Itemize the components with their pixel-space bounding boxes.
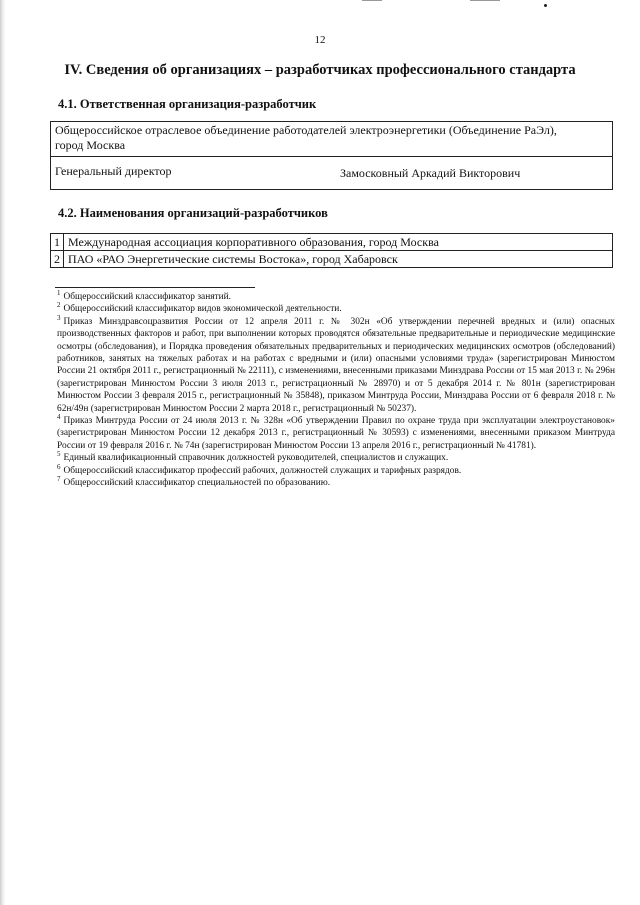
footnote-separator <box>55 287 255 288</box>
footnote-mark: 6 <box>57 462 61 471</box>
footnote-text: Единый квалификационный справочник должностей руководителей, специалистов и служащих. <box>63 453 449 464</box>
footnote-text: Приказ Минздравсоцразвития России от 12 апреля 2011 г. № 302н «Об утверждении перечней вредных и (или) опасных производственных факторов и работ, при выполнении которых проводятся обязательные предварительные и периодические медицинские осмотры (обследования), и Порядка проведения обязательных предварительных и периодических медицинских осмотров (обследований) работников, занятых на тяжелых работах и на работах с вредными и (или) опасными условиями труда» (зарегистрирован Минюстом России 21 октября 2011 г., регистрационный № 22111), с изменениями, внесенными приказами Минздрава России от 15 мая 2013 г. № 296н (зарегистрирован Минюстом России 3 июля 2013 г., регистрационный № 28970) и от 5 декабря 2014 г. № 801н (зарегистрирован Минюстом России 3 февраля 2015 г., регистрационный № 35848), приказом Минтруда России, Минздрава России от 6 февраля 2018 г. № 62н/49н (зарегистрирован Минюстом России 2 марта 2018 г., регистрационный № 50237). <box>57 316 615 414</box>
responsible-org-name <box>55 123 611 153</box>
footnote <box>57 474 615 489</box>
footnote <box>57 303 615 315</box>
footnotes <box>57 288 615 490</box>
footnote-mark: 7 <box>57 474 61 483</box>
scan-edge-shadow <box>0 0 6 905</box>
scan-speck <box>544 4 547 7</box>
org-name: ПАО «РАО Энергетические системы Востока», город Хабаровск <box>64 251 613 268</box>
scan-mark <box>362 0 382 1</box>
table-row <box>51 251 613 268</box>
page-number: 12 <box>314 34 326 46</box>
footnote <box>57 452 615 464</box>
org-name-line-2: город Москва <box>55 138 126 152</box>
footnote-text: Приказ Минтруда России от 24 июля 2013 г. № 328н «Об утверждении Правил по охране труда при эксплуатации электроустановок» (зарегистрирован Минюстом России 12 декабря 2013 г., регистрационный № 30593) с изменениями, внесенными приказом Минтруда России от 19 февраля 2016 г. № 74н (зарегистрирован Минюстом России 13 апреля 2016 г., регистрационный № 41781). <box>57 416 615 451</box>
footnote <box>57 462 615 477</box>
footnote <box>57 313 615 415</box>
row-number: 2 <box>51 251 64 268</box>
org-name-line-1: Общероссийское отраслевое объединение работодателей электроэнергетики (Объединение РаЭл), <box>55 123 557 137</box>
footnote-mark: 5 <box>57 450 61 459</box>
footnote-mark: 3 <box>57 313 61 322</box>
director-name: Замосковный Аркадий Викторович <box>340 166 521 180</box>
section-title: IV. Сведения об организациях – разработчиках профессионального стандарта <box>64 62 576 78</box>
footnote-mark: 4 <box>57 412 61 421</box>
footnote-mark: 1 <box>57 288 61 297</box>
org-name: Международная ассоциация корпоративного образования, город Москва <box>64 234 613 251</box>
footnote-mark: 2 <box>57 301 61 310</box>
footnote <box>57 412 615 452</box>
director-position: Генеральный директор <box>55 164 172 178</box>
responsible-heading: 4.1. Ответственная организация-разработчик <box>58 97 317 111</box>
scan-mark <box>470 0 500 1</box>
footnote-text: Общероссийский классификатор занятий. <box>63 292 231 302</box>
footnote-text: Общероссийский классификатор профессий рабочих, должностей служащих и тарифных разрядов. <box>63 465 462 476</box>
developers-heading: 4.2. Наименования организаций-разработчиков <box>58 206 328 220</box>
developers-table <box>50 233 613 268</box>
footnote-text: Общероссийский классификатор специальностей по образованию. <box>63 478 331 489</box>
footnote <box>57 288 615 303</box>
table-row <box>51 234 613 251</box>
footnote-text: Общероссийский классификатор видов экономической деятельности. <box>63 304 342 315</box>
row-number: 1 <box>51 234 64 251</box>
